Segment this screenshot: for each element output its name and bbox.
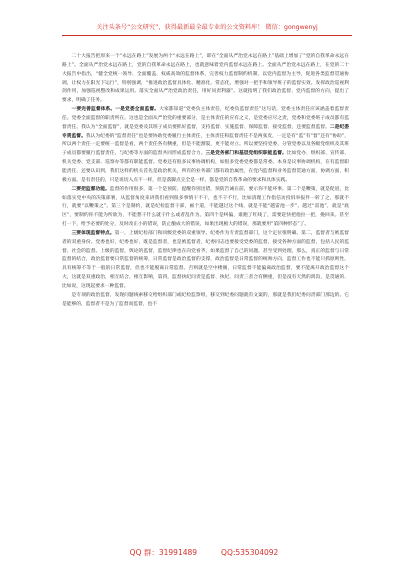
document-body [62,53,349,309]
footer-contact [0,547,408,558]
qq-contact-number: QQ:535304092 [221,548,279,557]
paragraph-text: 我认为纪委的“监督责任”也是要协助党委履行主体责任，主体责任和监督责任不是两张皮，一定是有“监”有“督”还有“协助”，所以两个责任一定要统一监督是看，两个责任各有侧重，但是不能割裂，更不能对立。所以要坚持党委、分管党委以及各级党组织及其班子成员都要履行监督责任，与纪委等方面的监督共同形成监督合力。 [62,133,349,157]
paragraph-text: 大家都知道“党委负主体责任，纪委负监督责任”这句话，党委主体责任应该涵盖着监督责任。党委全面监督的职责所在。这也是全面从严治党的重要部分，是主体责任的应有之义，是党委应尽之责，党委和党委班子成员都有监督责任。我认为“全面监督”，就是党委及其班子成员要抓好监督，支持监督、实施监督、保障监督、接受监督，还要监督监督。 [62,107,349,130]
paragraph-text: 是专项的政治监督，发现问题线索移交给组织部门或纪检监察组，移交到纪委问题就有文案的，那就是我们纪委问责部门那边的。它是能够的，监督者不是为了监督而监督，也不 [62,292,349,307]
heading-supervision-function: 二要把监督功能。 [71,186,110,192]
paragraph-1 [62,53,349,106]
paragraph-text: 比如党办、组织部、宣传部、机关党委、党支部、巡察办等都有职能监督。党委还有很多议事协调机构，如很多党委党委都是常委。本身是议事协调机构，在有监督职能责任，还要认识到，我们这样的机关首先是政治机关，所有的业务部门都有政治属性，在党内监督和业务监督贯通方面，协调方面，积极方面。是有责任的，只是说切入点不一样，但是落脚点完全是一样，都是党的自我革命的要求和具体实践。 [62,151,349,183]
heading-discipline-supervision: 二是纪委专责监督。 [62,124,349,139]
heading-supervision-features: 三要体现监督特点。 [71,230,115,236]
paragraph-3 [62,186,349,230]
heading-functional-supervision: 三是党务部门和基层党组织职能监督。 [205,151,287,157]
promo-banner: 关注头条号“公文研究”，获得最新最全最专业的公文资料库！ 微信：gongwenyj [96,24,318,31]
header-divider [62,35,352,36]
paragraph-text: 第一，上级纪检部门和同级党委的双重领导。纪委作为专责监督部门，这个定位很明确。第二，监督者与被监督者的双重身份。党委也好，纪委也好，既是监督者，也是被监督者，纪委同志也要接受党委的监督，接受各种方面的监督，包括人民的监督、社会的监督。上级的监督，舆论的监督，监督纪律也在向党看齐，如果监督了自己的问题，甚至受到处理，那么，真正的监督与日常监督的结合，政治监督要日常监督的统筹，日常监督是政治监督的支撑，政治监督是日常监督的统帅方向，监督工作也不能只抓原则性，具有统筹不等于一般的日常监督，但也不能脱离日常监督。否则就是空中楼阁，日常监督不能偏离政治监督，要不能离开政治监督这个大，这就是双重政治，相互结合，相互影响，第四，监督执纪问责是监督、执纪、问责三者合有侧重，但是没有天然的鸿沟，是贯通的、比如说，这现起要求一种监督。 [62,230,349,289]
heading-complete-supervision-system: 一要完善监督体系。一是党委全面监督。 [71,107,160,113]
paragraph-text: 二十大报告把原来一个“永远在路上”发展为两个“永远在路上”，即在“全面从严治党永远在路上”基础上增加了“党的自我革命永远在路上”。全面从严治党永远在路上，党的自我革命永远在路上，也就意味着党内监督永远在路上。全面从严治党永远在路上，在党的二十大报告中指出，“健全党统一领导、全面覆盖、权威高效的监督体系，完善权力监督制约机制，以党内监督为主导，促进各类监督贯通协调，让权力在阳光下运行”，特别强调，“推进政治监督具体化、精准化、常态化，增强对一把手和领导班子的监督实效。发挥政治巡视利剑作用，加强巡视整改和成果运用。落实全面从严治党政治责任，用好问责利器”。这就指明了我们政治监督、党内监督的方向，提出了要求，明确了任务。 [62,54,349,104]
paragraph-text: 监督的作用很多，第一个是预防，提醒你别出错，预防告诫在前，要示你不能坏事。第二个是鞭策，就是促进，比如落实党中央的决策部署，从监督角度来讲我们看到很多事情干不干，也不干不行，比如清理工作指信访投诉举报件一转了之，那就不行，就要“以鞭策之”。第三个是制约，就是纪检监督干部，画个道，不能越过这个线，就是不能“越雷池一步”，越过“雷池”，就是“底区”，要制约你不能为所欲为，不能想干什么就干什么或者乱作为。第四个是纠偏，谁跑了红线了，需要赶快把他拉一把，挽回来。甚至打一下，给予必要的处分，及时改正小的错误，防止酿成大的错误，如果出现极大的错误，那就要用“第四种形态”了。 [62,186,349,228]
paragraph-5 [62,292,349,310]
paragraph-4 [62,230,349,292]
paragraph-2 [62,106,349,186]
qq-group-number: QQ 群：31991489 [129,548,198,557]
